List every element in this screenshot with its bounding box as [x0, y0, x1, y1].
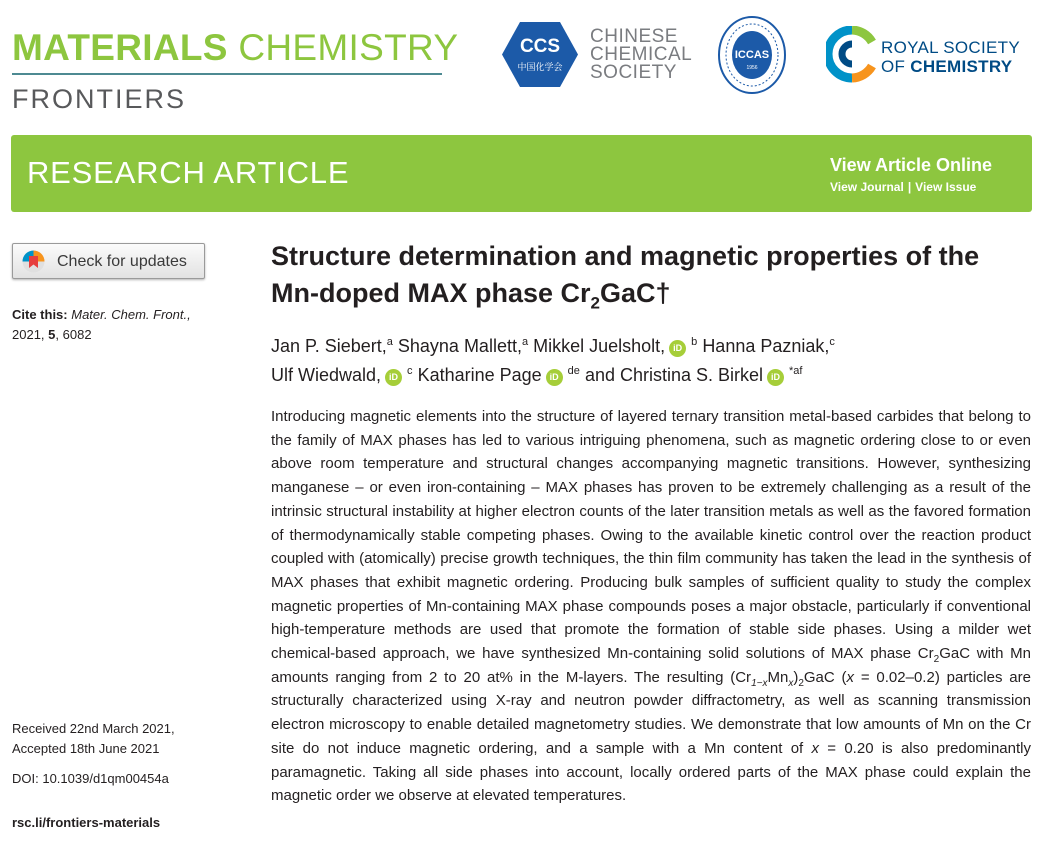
abstract [271, 405, 1031, 808]
title-subscript: 2 [590, 293, 600, 313]
author-affiliation: c [407, 365, 413, 377]
title-text: Structure determination and magnetic properties of the Mn-doped MAX phase Cr [271, 241, 980, 308]
author-name[interactable]: Katharine Page [417, 365, 542, 385]
orcid-icon[interactable]: iD [669, 340, 686, 357]
author-name[interactable]: and Christina S. Birkel [584, 365, 764, 385]
cite-year: 2021, [12, 327, 45, 342]
cite-label: Cite this: [12, 307, 68, 322]
author-name[interactable]: Shayna Mallett, [397, 336, 522, 356]
banner-links [830, 181, 976, 193]
journal-subtitle: FRONTIERS [12, 84, 187, 114]
journal-title-rule [12, 73, 442, 75]
abstract-variable: x [811, 739, 819, 757]
cite-pages: , 6082 [55, 327, 92, 342]
view-journal-link[interactable]: View Journal [830, 180, 904, 194]
abstract-variable: x [846, 668, 855, 686]
title-text-end: GaC† [599, 278, 671, 308]
article-type-label: RESEARCH ARTICLE [27, 155, 350, 190]
abstract-text: Mn [767, 668, 789, 686]
check-for-updates-button[interactable] [12, 243, 205, 279]
author-name[interactable]: Jan P. Siebert, [271, 336, 387, 356]
ccs-logo [500, 20, 580, 89]
abstract-text: GaC with Mn amounts ranging from 2 to 20 at% in the M-layers. The resulting (Cr [271, 645, 1031, 686]
dates [12, 719, 175, 759]
abstract-subscript: x [788, 677, 794, 689]
abstract-text: GaC ( [803, 668, 847, 686]
ccs-logo-chinese: 中国化学会 [517, 63, 563, 73]
received-date: Received 22nd March 2021, [12, 721, 175, 736]
ccs-name-line: CHEMICAL [590, 44, 693, 65]
author-affiliation: b [691, 336, 698, 348]
rsc-name-line1: ROYAL SOCIETY [881, 38, 1020, 57]
author-name[interactable]: Hanna Pazniak, [702, 336, 830, 356]
accepted-date: Accepted 18th June 2021 [12, 741, 160, 756]
cite-journal: Mater. Chem. Front., [71, 307, 191, 322]
author-name[interactable]: Ulf Wiedwald, [271, 365, 382, 385]
journal-title-word1: MATERIALS [12, 27, 228, 68]
journal-title [12, 29, 458, 66]
rsc-name-line2 [881, 57, 1020, 76]
iccas-logo-acronym: ICCAS [734, 49, 770, 61]
cite-volume: 5 [48, 327, 56, 342]
journal-url[interactable]: rsc.li/frontiers-materials [12, 815, 161, 830]
author-affiliation: a [521, 336, 529, 348]
iccas-logo-year: 1956 [746, 65, 758, 71]
rsc-name [881, 38, 1020, 76]
citation-info [12, 305, 222, 345]
rsc-name-prefix: OF [881, 57, 906, 76]
ccs-name-line: CHINESE [590, 26, 678, 47]
article-title [271, 238, 1031, 321]
crossmark-icon [21, 249, 46, 274]
rsc-name-bold: CHEMISTRY [910, 57, 1013, 76]
author-affiliation: de [567, 365, 580, 377]
orcid-icon[interactable]: iD [767, 369, 784, 386]
ccs-name [590, 28, 692, 82]
abstract-text: = 0.02–0.2) particles are structurally characterized using X-ray and neutron powder diffractometry, as well as scanning transmission electron microscopy to enable detailed magnetometry studies. We demonstrate that low amounts of Mn on the Cr site do not induce magnetic ordering, and a sample with a Mn content of [271, 668, 1031, 757]
abstract-subscript: 1−x [751, 677, 768, 689]
check-for-updates-label: Check for updates [57, 253, 187, 270]
abstract-subscript: 2 [798, 677, 804, 689]
abstract-text: = 0.20 is also predominantly paramagnetic. Taking all side phases into account, locally ordered parts of the MAX phase could explain the magnetic order we observe at elevated temperatures. [271, 739, 1031, 805]
doi[interactable]: DOI: 10.1039/d1qm00454a [12, 771, 169, 786]
rsc-logo [826, 26, 876, 84]
abstract-text: ) [793, 668, 799, 686]
author-list [271, 330, 1031, 388]
author-name[interactable]: Mikkel Juelsholt, [533, 336, 666, 356]
abstract-subscript: 2 [933, 654, 940, 666]
view-article-online-link[interactable]: View Article Online [830, 155, 993, 175]
orcid-icon[interactable]: iD [385, 369, 402, 386]
ccs-logo-acronym: CCS [519, 36, 561, 57]
journal-title-word2: CHEMISTRY [238, 27, 459, 68]
link-separator: | [907, 180, 912, 194]
view-issue-link[interactable]: View Issue [915, 180, 977, 194]
article-type-banner [11, 135, 1032, 212]
author-affiliation: c [829, 336, 835, 348]
abstract-text: Introducing magnetic elements into the structure of layered ternary transition metal-based carbides that belong to the family of MAX phases has led to various intriguing phenomena, such as magnetic ordering close to or even above room temperature and structural changes accompanying magnetic transitions. However, synthesizing manganese – or even iron-containing – MAX phases has proven to be extremely challenging as a result of the intrinsic structural instability at higher electron counts of the later transition metals as well as the favored formation of thermodynamically stable competing phases. Owing to the available kinetic control over the reaction product coupled with (atomically) precise growth techniques, the thin film community has taken the lead in the synthesis of MAX phases that exhibit magnetic ordering. Producing bulk samples of sufficient quality to study the complex magnetic properties of Mn-containing MAX phase compounds poses a major obstacle, particularly if conventional high-temperature methods are used that promote the formation of stable side phases. Using a milder wet chemical-based approach, we have synthesized Mn-containing solid solutions of MAX phase Cr [271, 408, 1031, 663]
author-affiliation: *af [789, 365, 803, 377]
iccas-logo [717, 15, 787, 95]
ccs-name-line: SOCIETY [590, 62, 677, 83]
orcid-icon[interactable]: iD [546, 369, 563, 386]
author-affiliation: a [386, 336, 393, 348]
